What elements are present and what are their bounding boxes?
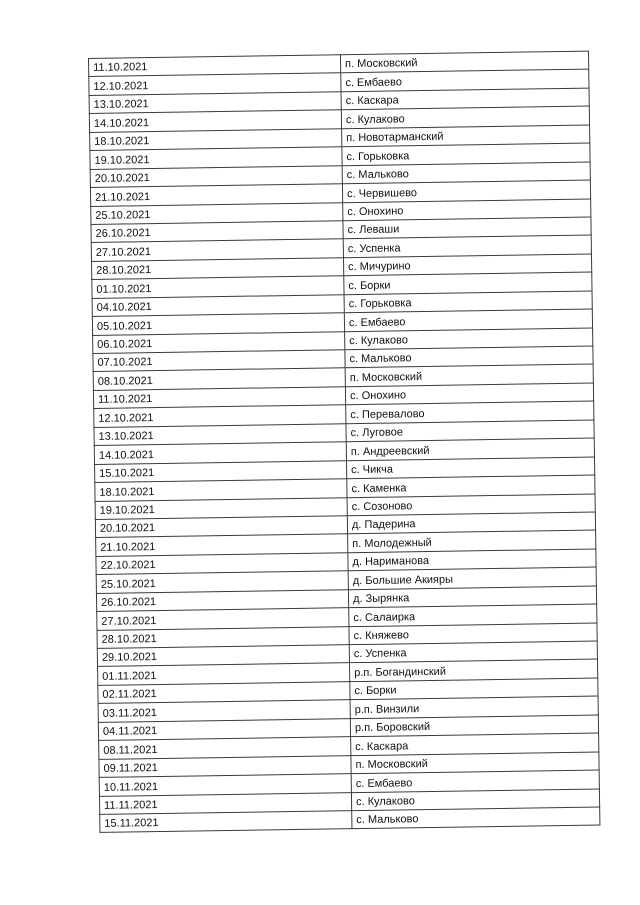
settlement-cell: р.п. Богандинский xyxy=(350,659,598,681)
settlement-cell: с. Червишево xyxy=(342,180,590,202)
date-cell: 14.10.2021 xyxy=(89,110,341,132)
settlement-cell: с. Ембаево xyxy=(351,770,599,792)
date-cell: 22.10.2021 xyxy=(96,553,348,575)
settlement-cell: р.п. Боровский xyxy=(350,715,598,737)
settlement-cell: д. Падерина xyxy=(347,512,595,534)
settlement-cell: с. Горьковка xyxy=(342,143,590,165)
settlement-cell: с. Кулаково xyxy=(345,328,593,350)
settlement-cell: с. Ембаево xyxy=(344,309,592,331)
settlement-cell: с. Каскара xyxy=(341,88,589,110)
date-cell: 09.11.2021 xyxy=(99,755,351,777)
date-cell: 06.10.2021 xyxy=(93,331,345,353)
settlement-cell: с. Борки xyxy=(350,678,598,700)
date-cell: 02.11.2021 xyxy=(98,682,350,704)
date-cell: 12.10.2021 xyxy=(94,405,346,427)
date-cell: 21.10.2021 xyxy=(90,184,342,206)
schedule-table xyxy=(88,51,600,834)
settlement-cell: с. Леваши xyxy=(343,217,591,239)
date-cell: 27.10.2021 xyxy=(91,239,343,261)
settlement-cell: с. Борки xyxy=(344,272,592,294)
settlement-cell: п. Андреевский xyxy=(346,438,594,460)
settlement-cell: с. Луговое xyxy=(346,420,594,442)
settlement-cell: п. Московский xyxy=(345,364,593,386)
settlement-cell: с. Мальково xyxy=(342,162,590,184)
settlement-cell: п. Московский xyxy=(351,752,599,774)
date-cell: 11.10.2021 xyxy=(93,387,345,409)
date-cell: 13.10.2021 xyxy=(89,92,341,114)
date-cell: 01.11.2021 xyxy=(98,663,350,685)
settlement-cell: с. Каскара xyxy=(351,733,599,755)
schedule-table-body xyxy=(89,51,600,833)
date-cell: 14.10.2021 xyxy=(94,442,346,464)
settlement-cell: п. Московский xyxy=(340,51,588,73)
settlement-cell: р.п. Винзили xyxy=(350,696,598,718)
date-cell: 28.10.2021 xyxy=(97,626,349,648)
date-cell: 26.10.2021 xyxy=(91,221,343,243)
settlement-cell: с. Успенка xyxy=(349,641,597,663)
date-cell: 11.10.2021 xyxy=(89,55,341,77)
date-cell: 11.11.2021 xyxy=(99,792,351,814)
date-cell: 04.11.2021 xyxy=(98,718,350,740)
date-cell: 15.10.2021 xyxy=(95,460,347,482)
date-cell: 08.11.2021 xyxy=(99,737,351,759)
settlement-cell: с. Мичурино xyxy=(343,254,591,276)
date-cell: 25.10.2021 xyxy=(96,571,348,593)
date-cell: 07.10.2021 xyxy=(93,350,345,372)
date-cell: 29.10.2021 xyxy=(97,645,349,667)
date-cell: 13.10.2021 xyxy=(94,423,346,445)
date-cell: 19.10.2021 xyxy=(90,147,342,169)
settlement-cell: с. Успенка xyxy=(343,235,591,257)
date-cell: 12.10.2021 xyxy=(89,73,341,95)
settlement-cell: с. Созоново xyxy=(347,494,595,516)
settlement-cell: с. Кулаково xyxy=(341,106,589,128)
date-cell: 18.10.2021 xyxy=(95,479,347,501)
settlement-cell: с. Чикча xyxy=(346,457,594,479)
settlement-cell: с. Кулаково xyxy=(351,788,599,810)
date-cell: 01.10.2021 xyxy=(92,276,344,298)
settlement-cell: с. Ембаево xyxy=(341,70,589,92)
date-cell: 08.10.2021 xyxy=(93,368,345,390)
settlement-cell: с. Онохино xyxy=(345,383,593,405)
date-cell: 28.10.2021 xyxy=(92,258,344,280)
settlement-cell: с. Горьковка xyxy=(344,291,592,313)
settlement-cell: с. Мальково xyxy=(352,807,600,829)
settlement-cell: д. Зырянка xyxy=(348,586,596,608)
settlement-cell: д. Нариманова xyxy=(348,549,596,571)
date-cell: 27.10.2021 xyxy=(97,608,349,630)
date-cell: 18.10.2021 xyxy=(90,128,342,150)
date-cell: 03.11.2021 xyxy=(98,700,350,722)
date-cell: 19.10.2021 xyxy=(95,497,347,519)
date-cell: 21.10.2021 xyxy=(96,534,348,556)
date-cell: 20.10.2021 xyxy=(90,165,342,187)
settlement-cell: п. Новотарманский xyxy=(342,125,590,147)
settlement-cell: с. Княжево xyxy=(349,623,597,645)
settlement-cell: п. Молодежный xyxy=(348,530,596,552)
date-cell: 04.10.2021 xyxy=(92,294,344,316)
date-cell: 05.10.2021 xyxy=(92,313,344,335)
settlement-cell: с. Перевалово xyxy=(346,401,594,423)
date-cell: 26.10.2021 xyxy=(96,589,348,611)
date-cell: 10.11.2021 xyxy=(99,774,351,796)
settlement-cell: с. Мальково xyxy=(345,346,593,368)
settlement-cell: с. Салаирка xyxy=(349,604,597,626)
date-cell: 25.10.2021 xyxy=(91,202,343,224)
settlement-cell: д. Большие Акияры xyxy=(348,567,596,589)
settlement-cell: с. Каменка xyxy=(347,475,595,497)
settlement-cell: с. Онохино xyxy=(343,199,591,221)
date-cell: 20.10.2021 xyxy=(95,516,347,538)
date-cell: 15.11.2021 xyxy=(100,811,352,833)
